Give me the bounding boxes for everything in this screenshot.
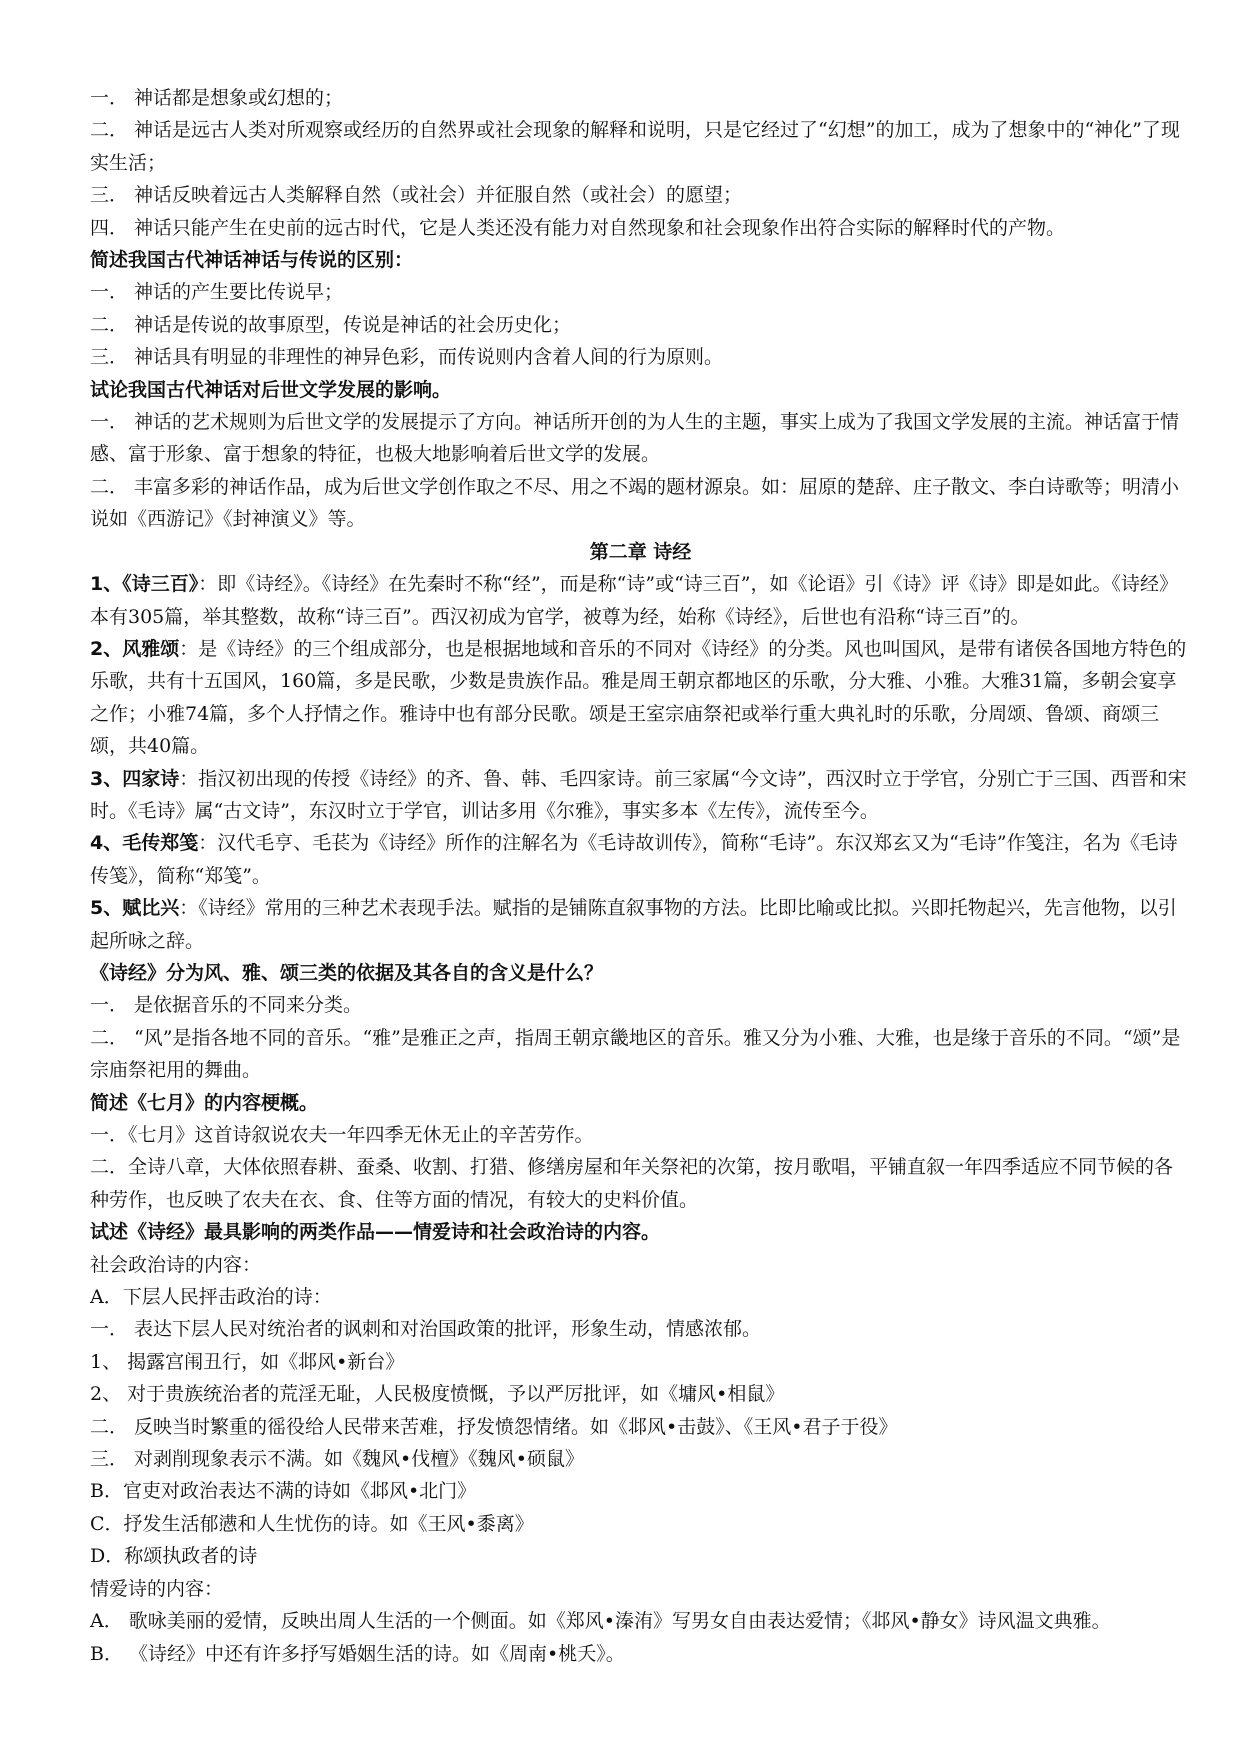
section-heading: 试论我国古代神话对后世文学发展的影响。	[90, 378, 452, 401]
paragraph: 1、 揭露宫闱丑行，如《邶风•新台》	[90, 1350, 405, 1373]
paragraph: 一． 神话的产生要比传说早；	[90, 281, 344, 304]
term-definition	[90, 568, 1191, 633]
term-definition	[90, 763, 1191, 828]
section-heading: 简述我国古代神话神话与传说的区别：	[90, 249, 414, 272]
term-label: 4、毛传郑笺	[90, 832, 199, 855]
paragraph: 三． 神话反映着远古人类解释自然（或社会）并征服自然（或社会）的愿望；	[90, 184, 743, 207]
paragraph: C．抒发生活郁懑和人生忧伤的诗。如《王风•黍离》	[90, 1512, 534, 1535]
paragraph: A．下层人民抨击政治的诗：	[90, 1286, 332, 1309]
paragraph: B．官吏对政治表达不满的诗如《邶风•北门》	[90, 1480, 477, 1503]
term-text: ：即《诗经》。《诗经》在先秦时不称“经”，而是称“诗”或“诗三百”，如《论语》引《诗》评《诗》即是如此。《诗经》本有305篇，举其整数，故称“诗三百”。西汉初成为官学，被尊为经，始称《诗经》，后世也有沿称“诗三百”的。	[90, 573, 1179, 628]
term-label: 3、四家诗	[90, 767, 180, 790]
paragraph: 2、 对于贵族统治者的荒淫无耻，人民极度愤慨，予以严厉批评，如《墉风•相鼠》	[90, 1383, 785, 1406]
term-text: ：指汉初出现的传授《诗经》的齐、鲁、韩、毛四家诗。前三家属“今文诗”，西汉时立于学官，分别亡于三国、西晋和宋时。《毛诗》属“古文诗”，东汉时立于学官，训诂多用《尔雅》，事实多本《左传》，流传至今。	[90, 767, 1187, 822]
paragraph: 二．全诗八章，大体依照春耕、蚕桑、收割、打猎、修缮房屋和年关祭祀的次第，按月歌唱，平铺直叙一年四季适应不同节候的各种劳作，也反映了农夫在衣、食、住等方面的情况，有较大的史料价值。	[90, 1156, 1174, 1211]
paragraph: 二． 丰富多彩的神话作品，成为后世文学创作取之不尽、用之不竭的题材源泉。如：屈原的楚辞、庄子散文、李白诗歌等；明清小说如《西游记》《封神演义》等。	[90, 475, 1180, 531]
paragraph: B． 《诗经》中还有许多抒写婚姻生活的诗。如《周南•桃夭》。	[90, 1642, 625, 1665]
paragraph: 一． 是依据音乐的不同来分类。	[90, 994, 363, 1017]
section-heading: 试述《诗经》最具影响的两类作品——情爱诗和社会政治诗的内容。	[90, 1221, 661, 1244]
term-definition	[90, 827, 1191, 892]
paragraph: 一． 表达下层人民对统治者的讽刺和对治国政策的批评，形象生动，情感浓郁。	[90, 1318, 762, 1341]
term-text: ：《诗经》常用的三种艺术表现手法。赋指的是铺陈直叙事物的方法。比即比喻或比拟。兴即托物起兴，先言他物，以引起所咏之辞。	[90, 897, 1177, 952]
paragraph: 三． 神话具有明显的非理性的神异色彩，而传说则内含着人间的行为原则。	[90, 346, 724, 369]
term-label: 1、《诗三百》	[90, 573, 199, 596]
paragraph: 一． 神话的艺术规则为后世文学的发展提示了方向。神话所开创的为人生的主题，事实上成为了我国文学发展的主流。神话富于情感、富于形象、富于想象的特征，也极大地影响着后世文学的发展。	[90, 411, 1180, 466]
paragraph: 二． “风”是指各地不同的音乐。“雅”是雅正之声，指周王朝京畿地区的音乐。雅又分为小雅、大雅，也是缘于音乐的不同。“颂”是宗庙祭祀用的舞曲。	[90, 1026, 1181, 1082]
term-label: 5、赋比兴	[90, 897, 180, 920]
term-definition	[90, 633, 1191, 763]
paragraph: 三． 对剥削现象表示不满。如《魏风•伐檀》《魏风•硕鼠》	[90, 1448, 584, 1471]
paragraph: D．称颂执政者的诗	[90, 1545, 258, 1568]
term-text: ：是《诗经》的三个组成部分，也是根据地域和音乐的不同对《诗经》的分类。风也叫国风，是带有诸侯各国地方特色的乐歌，共有十五国风，160篇，多是民歌，少数是贵族作品。雅是周王朝京都地区的乐歌，分大雅、小雅。大雅31篇，多朝会宴享之作；小雅74篇，多个人抒情之作。雅诗中也有部分民歌。颂是王室宗庙祭祀或举行重大典礼时的乐歌，分周颂、鲁颂、商颂三颂，共40篇。	[90, 637, 1187, 758]
paragraph: 社会政治诗的内容：	[90, 1253, 262, 1276]
paragraph: 一．《七月》这首诗叙说农夫一年四季无休无止的辛苦劳作。	[90, 1124, 594, 1146]
paragraph: 四． 神话只能产生在史前的远古时代，它是人类还没有能力对自然现象和社会现象作出符合实际的解释时代的产物。	[90, 216, 1066, 239]
paragraph: 二． 反映当时繁重的徭役给人民带来苦难，抒发愤怨情绪。如《邶风•击鼓》、《王风•君子于役》	[90, 1415, 898, 1438]
term-definition	[90, 892, 1191, 957]
paragraph: A． 歌咏美丽的爱情，反映出周人生活的一个侧面。如《郑风•溱洧》写男女自由表达爱情；《邶风•静女》诗风温文典雅。	[90, 1610, 1111, 1633]
section-heading: 简述《七月》的内容梗概。	[90, 1091, 319, 1114]
term-label: 2、风雅颂	[90, 637, 180, 660]
term-text: ：汉代毛亨、毛苌为《诗经》所作的注解名为《毛诗故训传》，简称“毛诗”。东汉郑玄又为“毛诗”作笺注，名为《毛诗传笺》，简称“郑笺”。	[90, 832, 1178, 887]
section-heading: 《诗经》分为风、雅、颂三类的依据及其各自的含义是什么？	[90, 961, 604, 984]
paragraph: 情爱诗的内容：	[90, 1577, 224, 1600]
chapter-title: 第二章 诗经	[589, 540, 692, 563]
paragraph: 二． 神话是传说的故事原型，传说是神话的社会历史化；	[90, 313, 572, 336]
paragraph: 一． 神话都是想象或幻想的；	[90, 87, 344, 109]
paragraph: 二． 神话是远古人类对所观察或经历的自然界或社会现象的解释和说明，只是它经过了“幻想”的加工，成为了想象中的“神化”了现实生活；	[90, 119, 1180, 174]
